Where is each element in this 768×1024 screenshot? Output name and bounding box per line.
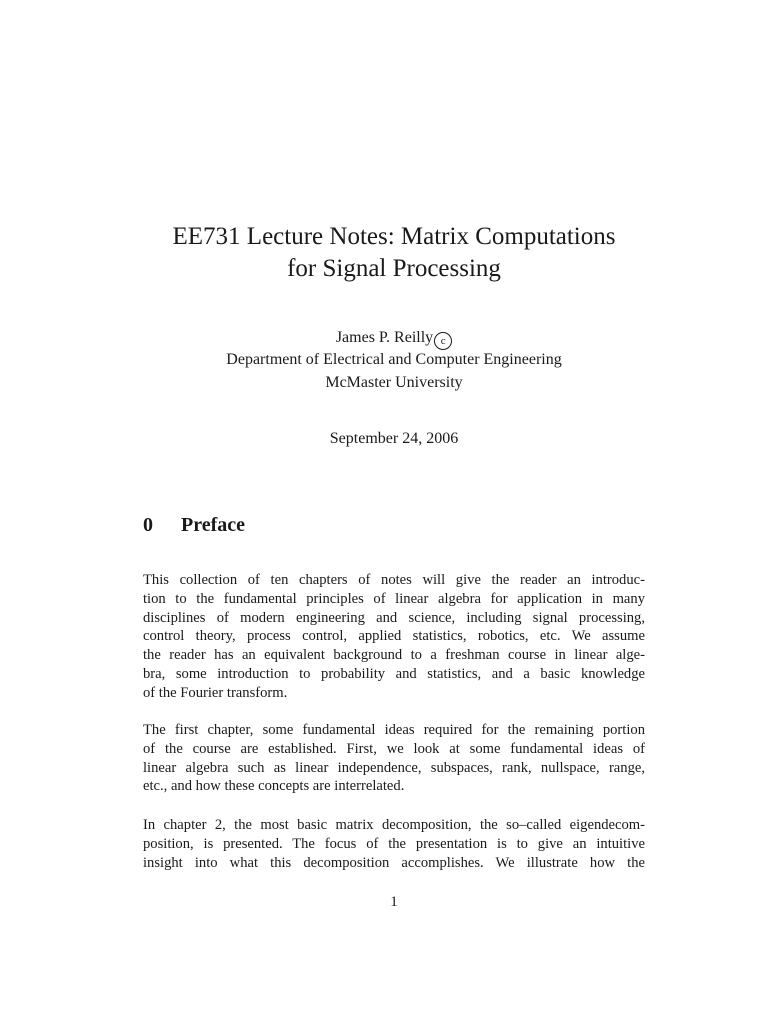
paragraph-line: control theory, process control, applied statistics, robotics, etc. We assume	[143, 628, 645, 645]
paragraph-3	[143, 816, 645, 872]
paragraph-2	[143, 721, 645, 796]
publication-date: September 24, 2006	[329, 430, 459, 447]
paragraph-line: In chapter 2, the most basic matrix decomposition, the so–called eigendecom-	[143, 817, 645, 833]
department: Department of Electrical and Computer Engineering	[226, 351, 562, 368]
paragraph-line: The first chapter, some fundamental ideas required for the remaining portion	[143, 722, 645, 738]
copyright-icon: c	[434, 332, 452, 350]
paragraph-line: of the Fourier transform.	[143, 684, 288, 701]
paragraph-line: of the course are established. First, we look at some fundamental ideas of	[143, 740, 645, 757]
university: McMaster University	[325, 374, 463, 391]
section-heading	[143, 511, 245, 539]
section-title: Preface	[181, 514, 246, 536]
paragraph-line: disciplines of modern engineering and science, including signal processing,	[143, 609, 645, 626]
paragraph-line: bra, some introduction to probability and statistics, and a basic knowledge	[143, 665, 645, 682]
paragraph-line: the reader has an equivalent background to a freshman course in linear alge-	[143, 647, 645, 664]
paragraph-line: tion to the fundamental principles of linear algebra for application in many	[143, 590, 645, 607]
section-number: 0	[143, 514, 153, 536]
document-title-line-1: EE731 Lecture Notes: Matrix Computations	[172, 223, 616, 250]
page-number: 1	[390, 894, 398, 910]
author-name: James P. Reilly	[335, 329, 434, 346]
author-line	[94, 327, 694, 350]
paragraph-1	[143, 571, 645, 703]
paragraph-line: etc., and how these concepts are interrelated.	[143, 778, 405, 795]
document-title-line-2: for Signal Processing	[287, 255, 501, 282]
paragraph-line: This collection of ten chapters of notes will give the reader an introduc-	[143, 572, 645, 588]
paragraph-line: linear algebra such as linear independence, subspaces, rank, nullspace, range,	[143, 759, 645, 776]
paragraph-line: insight into what this decomposition accomplishes. We illustrate how the	[143, 854, 645, 871]
paragraph-line: position, is presented. The focus of the presentation is to give an intuitive	[143, 835, 645, 852]
